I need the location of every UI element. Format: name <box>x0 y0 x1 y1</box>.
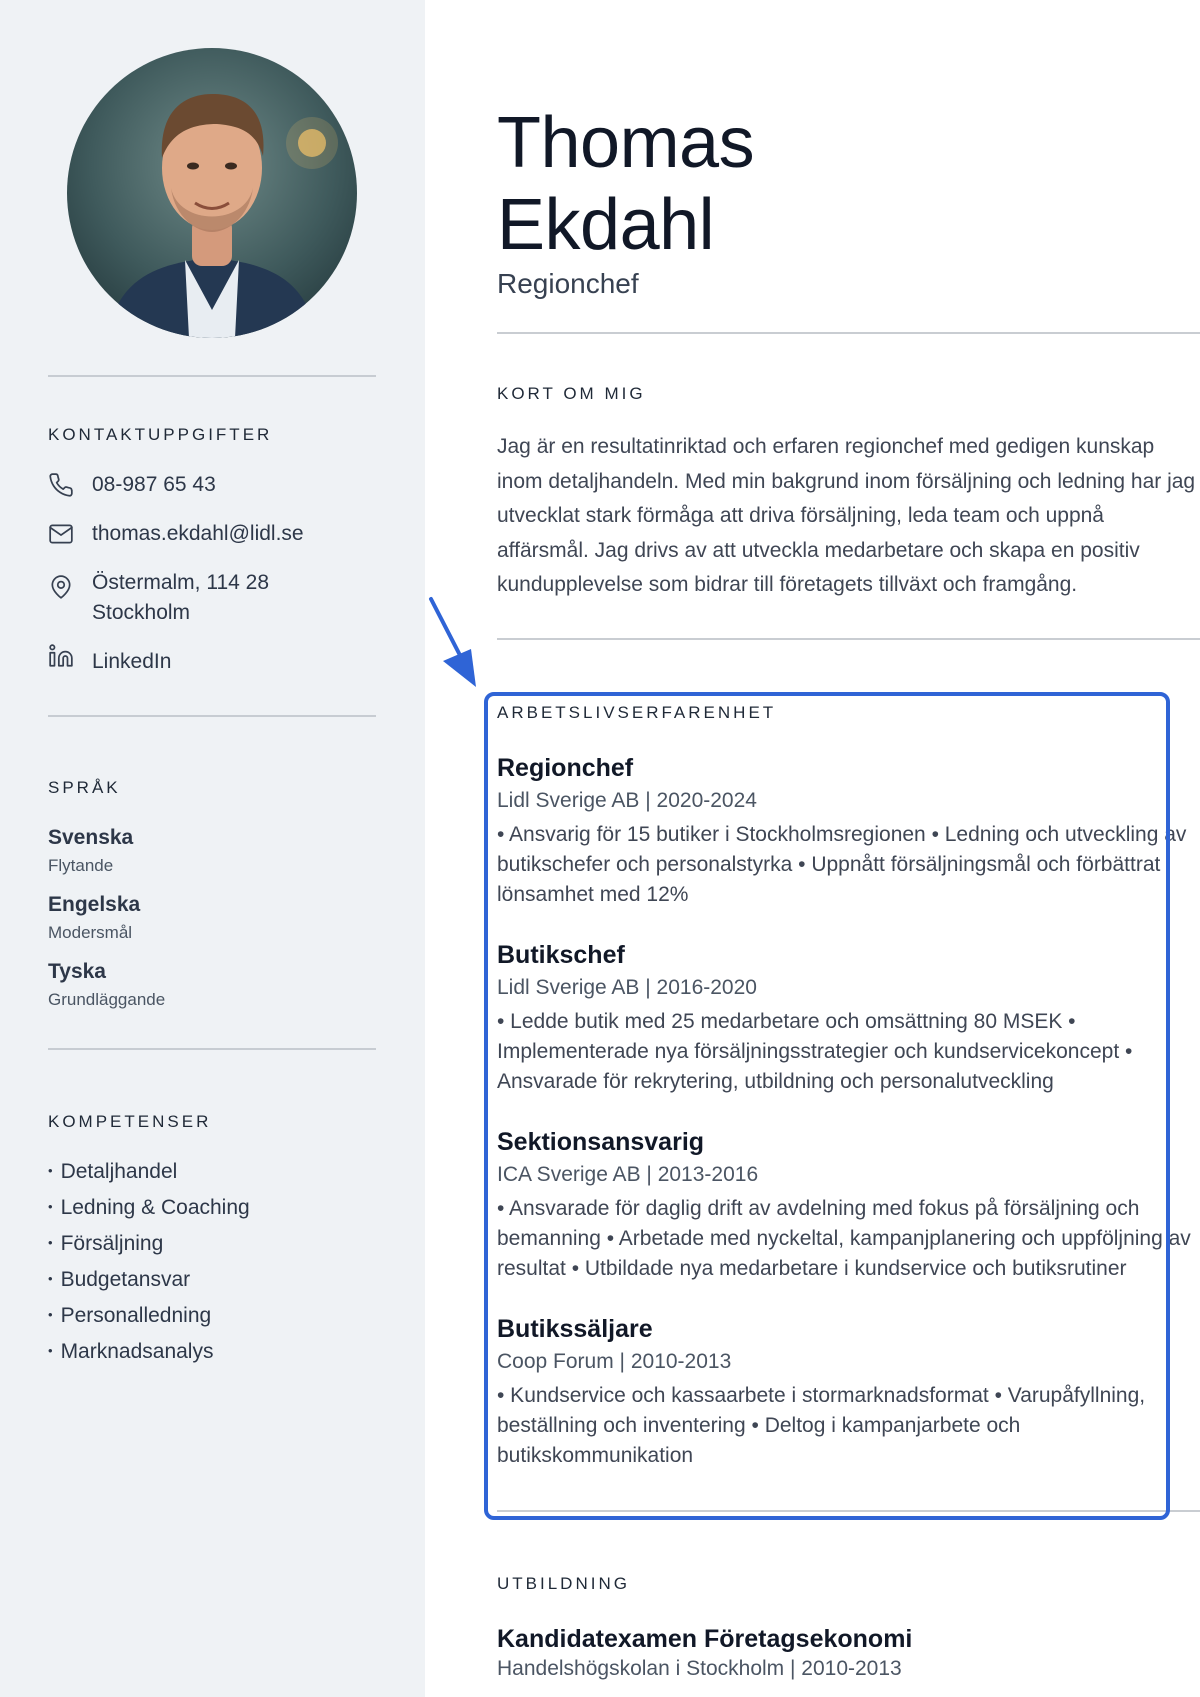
job-entry-title: Regionchef <box>497 754 634 782</box>
highlight-box <box>484 692 1170 1520</box>
skill-item: • Detaljhandel <box>48 1160 178 1183</box>
last-name: Ekdahl <box>497 185 715 265</box>
language-name: Tyska <box>48 960 106 983</box>
phone-icon <box>48 472 74 498</box>
job-entry-description: • Ledde butik med 25 medarbetare och omsättning 80 MSEK • Implementerade nya försäljningsstrategier och kundservicekoncept • Ansvarade för rekrytering, utbildning och personalutveckling <box>497 1010 1133 1093</box>
mail-icon <box>48 521 74 547</box>
job-entry-description: • Ansvarig för 15 butiker i Stockholmsregionen • Ledning och utveckling av butikschefer och personalstyrka • Uppnått försäljningsmål och förbättrat lönsamhet med 12% <box>497 823 1187 906</box>
education-heading: UTBILDNING <box>497 1574 630 1593</box>
section-divider <box>497 638 1200 640</box>
summary-text: Jag är en resultatinriktad och erfaren regionchef med gedigen kunskap inom detaljhandeln. Med min bakgrund inom försäljning och ledning har jag utvecklat stark förmåga att driva försäljning, leda team och uppnå affärsmål. Jag drivs av att utveckla medarbetare och skapa en positiv kundupplevelse som bidrar till företagets tillväxt och framgång. <box>497 435 1196 596</box>
skill-item: • Personalledning <box>48 1304 212 1327</box>
job-entry-company: Coop Forum | 2010-2013 <box>497 1350 732 1373</box>
sidebar-divider <box>48 375 376 377</box>
language-name: Svenska <box>48 826 134 849</box>
skill-item: • Ledning & Coaching <box>48 1196 250 1219</box>
language-level: Flytande <box>48 856 114 875</box>
job-entry-description: • Kundservice och kassaarbete i stormarknadsformat • Varupåfyllning, beställning och inventering • Deltog i kampanjarbete och butikskommunikation <box>497 1384 1146 1467</box>
contact-linkedin[interactable] <box>48 647 171 677</box>
job-entry-title: Butikssäljare <box>497 1315 653 1343</box>
experience-heading: ARBETSLIVSERFARENHET <box>497 703 777 722</box>
location-icon <box>48 574 74 600</box>
education-school: Handelshögskolan i Stockholm | 2010-2013 <box>497 1657 902 1680</box>
email-address: thomas.ekdahl@lidl.se <box>92 522 304 545</box>
job-title: Regionchef <box>497 268 639 299</box>
sidebar-divider <box>48 715 376 717</box>
contact-email[interactable] <box>48 519 304 549</box>
job-entry-title: Sektionsansvarig <box>497 1128 705 1156</box>
skills-heading: KOMPETENSER <box>48 1112 212 1131</box>
linkedin-icon <box>48 643 74 669</box>
contact-heading: KONTAKTUPPGIFTER <box>48 425 273 444</box>
skill-item: • Försäljning <box>48 1232 164 1255</box>
job-entry-company: Lidl Sverige AB | 2016-2020 <box>497 976 757 999</box>
phone-number: 08-987 65 43 <box>92 473 216 496</box>
language-name: Engelska <box>48 893 141 916</box>
job-entry-title: Butikschef <box>497 941 625 969</box>
first-name: Thomas <box>497 103 755 183</box>
profile-photo <box>67 48 357 338</box>
summary-heading: KORT OM MIG <box>497 384 646 403</box>
skill-item: • Marknadsanalys <box>48 1340 214 1363</box>
address-line-2: Stockholm <box>92 601 191 624</box>
education-title: Kandidatexamen Företagsekonomi <box>497 1625 913 1653</box>
address-line-1: Östermalm, 114 28 <box>92 571 270 594</box>
job-entry-company: ICA Sverige AB | 2013-2016 <box>497 1163 759 1186</box>
skill-item: • Budgetansvar <box>48 1268 191 1291</box>
language-level: Grundläggande <box>48 990 166 1009</box>
languages-heading: SPRÅK <box>48 778 121 797</box>
contact-phone[interactable] <box>48 470 216 500</box>
sidebar-divider <box>48 1048 376 1050</box>
language-level: Modersmål <box>48 923 133 942</box>
job-entry-description: • Ansvarade för daglig drift av avdelning med fokus på försäljning och bemanning • Arbetade med nyckeltal, kampanjplanering och uppföljning av resultat • Utbildade nya medarbetare i kundservice och butiksrutiner <box>497 1197 1191 1280</box>
job-entry-company: Lidl Sverige AB | 2020-2024 <box>497 789 757 812</box>
contact-address <box>48 568 269 628</box>
section-divider <box>497 332 1200 334</box>
sidebar <box>0 0 425 1697</box>
arrow-icon <box>425 595 485 690</box>
linkedin-link[interactable]: LinkedIn <box>92 650 172 673</box>
